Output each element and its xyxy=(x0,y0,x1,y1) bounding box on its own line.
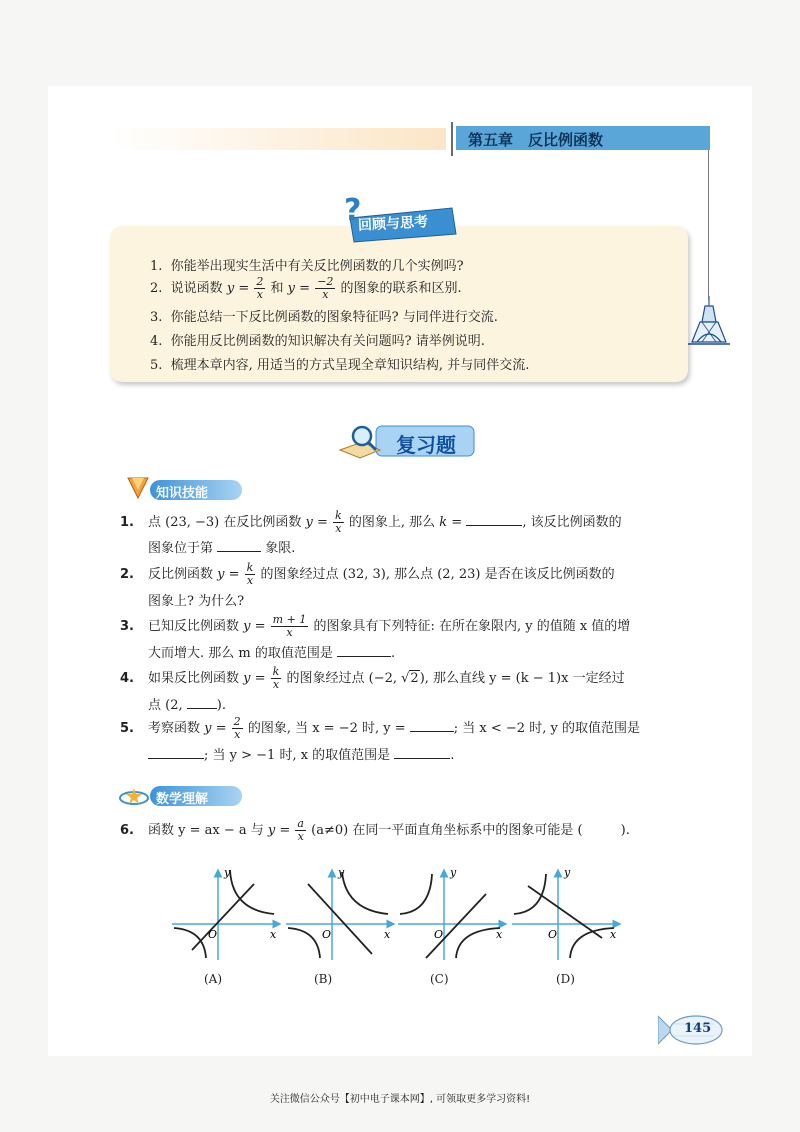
question-1: 1. 点 (23, −3) 在反比例函数 y = $\frac{k}{x}$ 的图象上, 那么 k = , 该反比例函数的 xyxy=(120,509,622,535)
review-item: 4. 你能用反比例函数的知识解决有关问题吗? 请举例说明. xyxy=(150,334,485,349)
origin-label: O xyxy=(322,928,332,941)
graph-option-b[interactable] xyxy=(284,864,400,964)
chapter-title: 第五章 反比例函数 xyxy=(468,131,604,149)
question-3-cont: 大而增大. 那么 m 的取值范围是 . xyxy=(148,642,395,661)
tower-icon xyxy=(686,296,732,348)
star-orbit-icon xyxy=(118,786,150,808)
header-divider xyxy=(451,122,453,156)
answer-blank[interactable] xyxy=(337,643,391,657)
answer-blank[interactable] xyxy=(466,512,522,526)
fraction: $\frac{2}{x}$ xyxy=(256,275,264,301)
x-axis-label: x xyxy=(270,928,277,941)
question-3: 3. 已知反比例函数 y = $\frac{m + 1}{x}$ 的图象具有下列特征: 在所在象限内, y 的值随 x 值的增 xyxy=(120,613,631,639)
section-label: 数学理解 xyxy=(156,792,209,807)
x-axis-label: x xyxy=(496,928,503,941)
section-label: 知识技能 xyxy=(156,486,209,501)
header-gradient-band xyxy=(110,128,446,150)
question-4-cont: 点 (2, ). xyxy=(148,694,226,713)
y-axis-label: y xyxy=(224,866,231,879)
question-2-cont: 图象上? 为什么? xyxy=(148,594,245,609)
origin-label: O xyxy=(434,928,444,941)
question-2: 2. 反比例函数 y = $\frac{k}{x}$ 的图象经过点 (32, 3), 那么点 (2, 23) 是否在该反比例函数的 xyxy=(120,561,615,587)
answer-blank[interactable] xyxy=(410,718,454,732)
graph-label-c: (C) xyxy=(430,972,449,986)
answer-blank[interactable] xyxy=(148,745,204,759)
graph-option-a[interactable] xyxy=(170,864,286,964)
graph-label-a: (A) xyxy=(204,972,223,986)
review-item: 2. 说说函数 y = $\frac{2}{x}$ 和 y = $\frac{-2}{x}$ 的图象的联系和区别. xyxy=(150,275,462,301)
origin-label: O xyxy=(208,928,218,941)
y-axis-label: y xyxy=(338,866,345,879)
answer-blank[interactable] xyxy=(187,695,217,709)
svg-text:?: ? xyxy=(344,194,362,228)
x-axis-label: x xyxy=(610,928,617,941)
question-1-cont: 图象位于第 象限. xyxy=(148,537,295,556)
review-item: 3. 你能总结一下反比例函数的图象特征吗? 与同伴进行交流. xyxy=(150,310,498,325)
origin-label: O xyxy=(548,928,558,941)
question-5: 5. 考察函数 y = $\frac{2}{x}$ 的图象, 当 x = −2 时, y = ; 当 x < −2 时, y 的取值范围是 xyxy=(120,715,640,741)
fraction: $\frac{-2}{x}$ xyxy=(317,275,334,301)
graph-option-c[interactable] xyxy=(396,864,512,964)
review-item: 1. 你能举出现实生活中有关反比例函数的几个实例吗? xyxy=(150,259,464,274)
answer-blank[interactable] xyxy=(394,745,450,759)
margin-line xyxy=(708,150,709,300)
x-axis-label: x xyxy=(384,928,391,941)
question-4: 4. 如果反比例函数 y = $\frac{k}{x}$ 的图象经过点 (−2, √2), 那么直线 y = (k − 1)x 一定经过 xyxy=(120,665,625,691)
page-number: 145 xyxy=(684,1021,712,1036)
graph-option-d[interactable] xyxy=(510,864,626,964)
graph-label-b: (B) xyxy=(314,972,333,986)
pencil-icon xyxy=(126,474,150,500)
answer-blank[interactable] xyxy=(217,538,261,552)
question-5-cont: ; 当 y > −1 时, x 的取值范围是 . xyxy=(148,744,454,763)
exercise-title: 复习题 xyxy=(396,433,456,457)
y-axis-label: y xyxy=(450,866,457,879)
footer-note: 关注微信公众号【初中电子课本网】, 可领取更多学习资料! xyxy=(269,1094,531,1105)
y-axis-label: y xyxy=(564,866,571,879)
question-6: 6. 函数 y = ax − a 与 y = $\frac{a}{x}$ (a≠0) 在同一平面直角坐标系中的图象可能是 ( ). xyxy=(120,817,630,843)
graph-label-d: (D) xyxy=(556,972,575,986)
review-badge-label: 回顾与思考 xyxy=(357,214,429,234)
review-item: 5. 梳理本章内容, 用适当的方式呈现全章知识结构, 并与同伴交流. xyxy=(150,358,530,373)
